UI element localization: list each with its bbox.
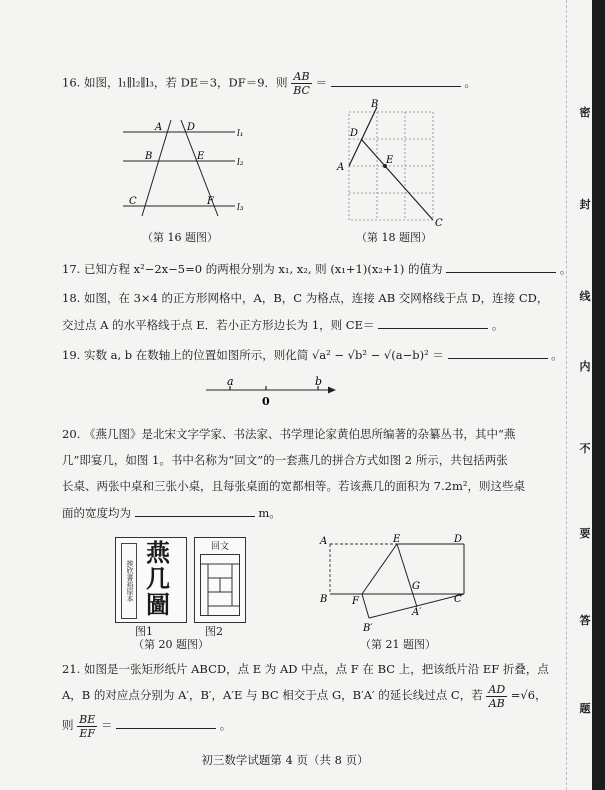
q20-unit: m。: [258, 506, 281, 520]
fig21-caption: （第 21 题图）: [360, 638, 436, 651]
binding-strip: [592, 0, 605, 790]
question-18-line1: 18. 如图，在 3×4 的正方形网格中，A，B，C 为格点，连接 AB 交网格线于点 D，连接 CD，: [62, 291, 549, 305]
label-e: E: [386, 155, 394, 166]
fig20-label-2: 图2: [205, 625, 223, 638]
rectangle-abcd: [330, 544, 464, 594]
q19-end: 。: [551, 348, 563, 362]
q16-equals: ＝: [315, 75, 328, 90]
q21-frac-num: AD: [488, 682, 506, 696]
q18-text: 交过点 A 的水平格线于点 E．若小正方形边长为 1，则 CE＝: [62, 318, 375, 332]
q16-end: 。: [464, 75, 476, 90]
label-f: F: [207, 196, 214, 207]
label-a: A: [155, 122, 163, 133]
q20-answer-blank[interactable]: [135, 504, 255, 517]
q16-fraction: [291, 70, 312, 97]
q16-frac-den: BC: [293, 84, 310, 97]
fig16-caption: （第 16 题图）: [142, 231, 218, 244]
q21-frac-den: AB: [488, 696, 505, 710]
label-d: D: [187, 122, 196, 133]
label-e: E: [197, 151, 205, 162]
q21-equals: ＝: [100, 718, 113, 732]
page-footer: 初三数学试题第 4 页（共 8 页）: [201, 753, 369, 767]
table-layout: [200, 554, 240, 616]
book-title-char: 燕: [146, 538, 170, 567]
q21-fraction: [486, 683, 507, 710]
transversal-ac: [142, 120, 171, 216]
label-b-prime: B′: [363, 623, 373, 634]
label-d: D: [350, 128, 359, 139]
seal-char: 要: [579, 527, 591, 540]
label-zero: 0: [262, 395, 270, 408]
question-20-line3: 长桌、两张中桌和三张小桌，且每张桌面的宽都相等。若该燕几的面积为 7.2m²，则这些桌: [62, 479, 525, 493]
book-side-title: 挨欣書裕原本: [121, 543, 137, 619]
q18-answer-blank[interactable]: [378, 316, 488, 329]
q17-answer-blank[interactable]: [446, 260, 556, 273]
q19-text: 19. 实数 a, b 在数轴上的位置如图所示，则化简 √a² − √b² − √(a−b)² ＝: [62, 348, 444, 362]
question-16: [62, 70, 476, 97]
book-title-char: 圖: [146, 590, 170, 619]
label-c: C: [454, 594, 462, 605]
figure-21: [318, 532, 478, 638]
q21-frac2-den: EF: [79, 726, 96, 740]
fig20-caption: （第 20 题图）: [133, 638, 209, 651]
q21-condition: =√6，: [510, 688, 547, 702]
q19-answer-blank[interactable]: [448, 346, 548, 359]
label-a: a: [227, 375, 234, 388]
question-21-line3: [62, 710, 231, 740]
question-20-line1: 20. 《燕几图》是北宋文字学家、书法家、书学理论家黄伯思所编著的杂纂丛书，其中“燕: [62, 427, 516, 441]
label-b: B: [320, 594, 328, 605]
seal-char: 题: [579, 702, 591, 715]
fig20-label-1: 图1: [135, 625, 153, 638]
question-20-line4: [62, 504, 281, 521]
q18-end: 。: [491, 318, 504, 332]
segment-ea1: [397, 544, 417, 607]
q16-text: 16. 如图，l₁∥l₂∥l₃，若 DE＝3，DF＝9．则: [62, 75, 288, 90]
q16-frac-num: AB: [291, 70, 312, 84]
label-b: B: [371, 99, 379, 110]
fig20-book-cover: [115, 537, 187, 623]
label-a: A: [337, 162, 345, 173]
label-e: E: [393, 534, 401, 545]
label-l2: l₂: [237, 158, 244, 168]
label-f: F: [352, 596, 359, 607]
q21-text: A，B 的对应点分别为 A′，B′，A′E 与 BC 相交于点 G，B′A′ 的延长线过点 C，若: [62, 688, 483, 702]
question-21-line1: 21. 如图是一张矩形纸片 ABCD，点 E 为 AD 中点，点 F 在 BC 上，把该纸片沿 EF 折叠，点: [62, 662, 549, 676]
q21-frac2-num: BE: [79, 712, 96, 726]
fold-line-ef: [362, 544, 397, 594]
q21-answer-blank[interactable]: [116, 716, 216, 729]
question-18-line2: [62, 316, 503, 333]
arrow-icon: [328, 387, 336, 394]
seal-char: 密: [579, 106, 591, 119]
huiwen-label: 回文: [210, 542, 229, 552]
seal-line: [566, 0, 567, 790]
label-c: C: [129, 196, 137, 207]
seal-char: 答: [579, 614, 591, 627]
label-b: B: [145, 151, 153, 162]
seal-char: 封: [579, 198, 591, 211]
fig20-huiwen-diagram: [194, 537, 246, 623]
label-l1: l₁: [237, 129, 244, 139]
question-17: [62, 260, 571, 277]
label-c: C: [435, 218, 443, 229]
label-a: A: [320, 536, 328, 547]
fig18-caption: （第 18 题图）: [356, 231, 432, 244]
label-b: b: [315, 375, 323, 388]
seal-char: 线: [579, 290, 591, 303]
segment-cd: [361, 139, 433, 220]
label-g: G: [412, 581, 420, 592]
label-a-prime: A′: [412, 607, 422, 618]
label-l3: l₃: [237, 203, 244, 213]
figure-16: [115, 118, 255, 218]
label-d: D: [454, 534, 463, 545]
q20-text: 面的宽度均为: [62, 506, 131, 520]
q21-end: 。: [219, 718, 232, 732]
seal-char: 内: [579, 360, 591, 373]
number-line: [200, 374, 340, 410]
q21-answer-fraction: [77, 713, 97, 740]
grid: [349, 112, 433, 220]
question-19: [62, 346, 563, 363]
q21-prefix: 则: [62, 718, 74, 732]
question-21-line2: [62, 680, 547, 710]
q17-text: 17. 已知方程 x²−2x−5=0 的两根分别为 x₁, x₂, 则 (x₁+1)(x₂+1) 的值为: [62, 262, 443, 276]
q17-end: 。: [559, 262, 572, 276]
question-20-line2: 几”即宴几，如图 1。书中名称为“回文”的一套燕几的拼合方式如图 2 所示，共包括两张: [62, 453, 508, 467]
segment-fb1: [362, 594, 369, 618]
figure-18: [333, 98, 453, 230]
q16-answer-blank[interactable]: [331, 74, 461, 87]
book-title-char: 几: [146, 564, 170, 593]
seal-char: 不: [579, 442, 591, 455]
